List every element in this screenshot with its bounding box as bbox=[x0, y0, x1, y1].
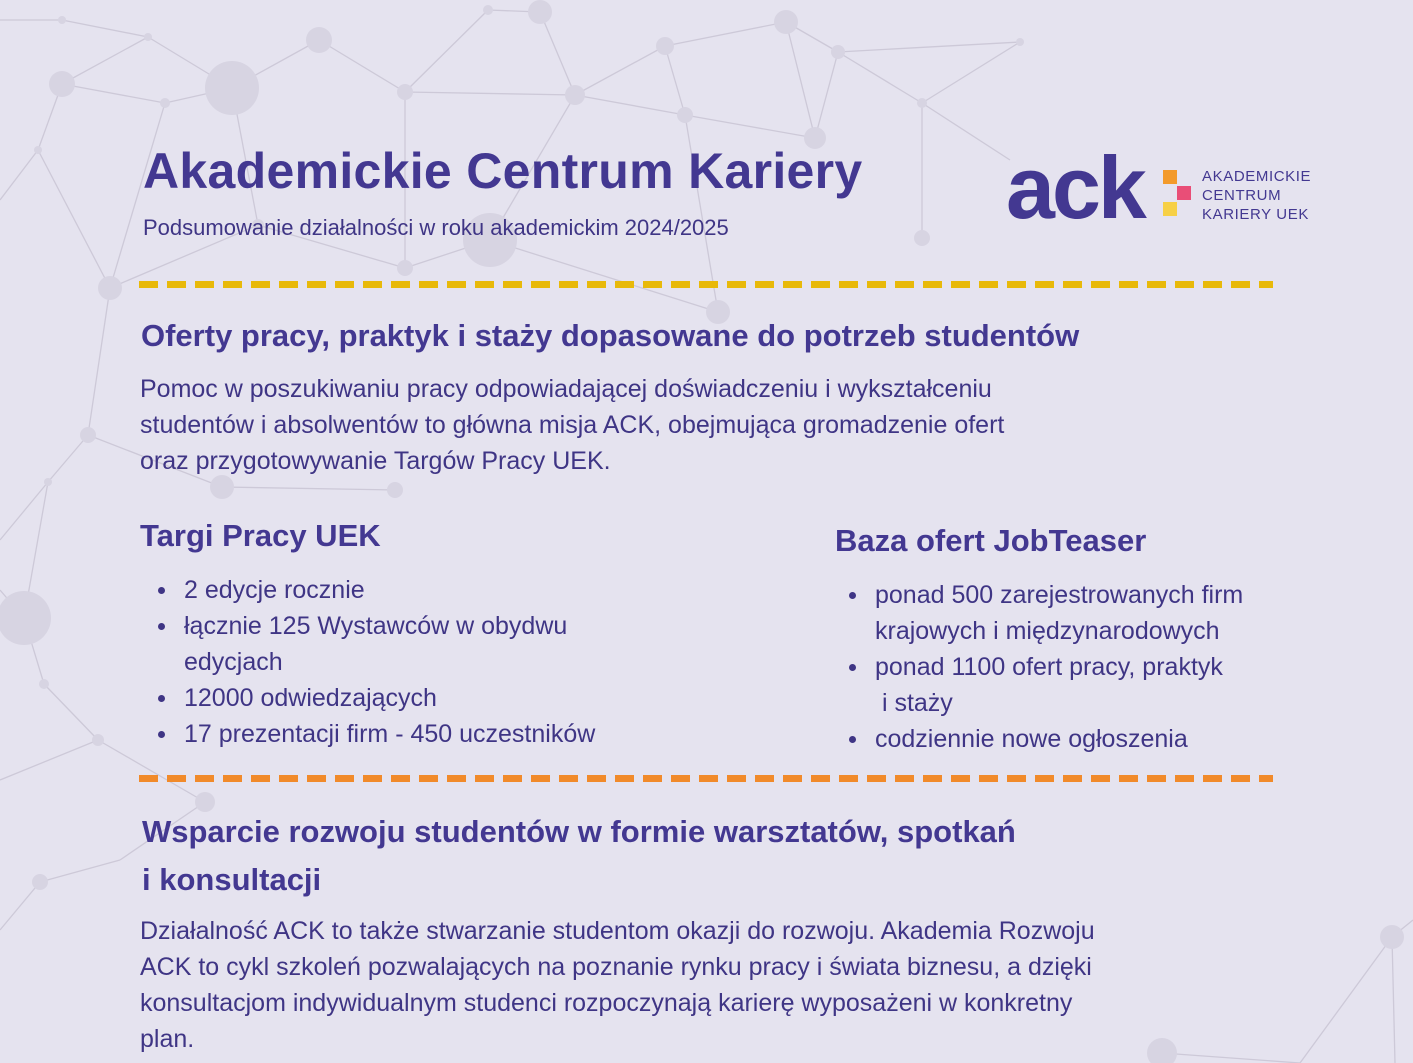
heading-line: Wsparcie rozwoju studentów w formie warsztatów, spotkań bbox=[142, 814, 1016, 849]
list-item-text: ponad 1100 ofert pracy, praktyk bbox=[875, 653, 1223, 681]
list-item-text: krajowych i międzynarodowych bbox=[875, 617, 1220, 645]
section1-paragraph bbox=[140, 371, 1340, 479]
heading-line: i konsultacji bbox=[142, 862, 322, 897]
section1-heading: Oferty pracy, praktyk i staży dopasowane do potrzeb studentów bbox=[141, 318, 1080, 353]
list-item-text: łącznie 125 Wystawców w obydwu bbox=[184, 612, 568, 640]
paragraph-line: konsultacjom indywidualnym studenci rozpoczynają karierę wyposażeni w konkretny bbox=[140, 989, 1073, 1017]
list-item bbox=[835, 577, 1355, 649]
targi-heading: Targi Pracy UEK bbox=[140, 518, 381, 553]
list-item-text: codziennie nowe ogłoszenia bbox=[875, 725, 1188, 753]
logo-line: CENTRUM bbox=[1202, 187, 1282, 204]
paragraph-line: Pomoc w poszukiwaniu pracy odpowiadającej doświadczeniu i wykształceniu bbox=[140, 375, 992, 403]
logo-text bbox=[1202, 167, 1311, 224]
logo-square-pink bbox=[1177, 186, 1191, 200]
logo-squares-icon bbox=[1160, 170, 1194, 220]
section2-heading bbox=[142, 808, 1016, 904]
list-item-text: 17 prezentacji firm - 450 uczestników bbox=[184, 720, 596, 748]
list-item bbox=[835, 649, 1355, 721]
list-item bbox=[140, 716, 760, 752]
list-item-text: i staży bbox=[875, 689, 953, 717]
paragraph-line: studentów i absolwentów to główna misja ACK, obejmująca gromadzenie ofert bbox=[140, 411, 1005, 439]
logo-square-yellow bbox=[1163, 202, 1177, 216]
logo-line: KARIERY UEK bbox=[1202, 206, 1309, 223]
list-item-text: 2 edycje rocznie bbox=[184, 576, 365, 604]
paragraph-line: ACK to cykl szkoleń pozwalających na poznanie rynku pracy i świata biznesu, a dzięki bbox=[140, 953, 1092, 981]
logo-line: AKADEMICKIE bbox=[1202, 168, 1312, 185]
paragraph-line: oraz przygotowywanie Targów Pracy UEK. bbox=[140, 447, 611, 475]
targi-list bbox=[140, 572, 760, 752]
page-title: Akademickie Centrum Kariery bbox=[143, 143, 863, 199]
jobteaser-list bbox=[835, 577, 1355, 757]
logo-wordmark: ack bbox=[1006, 138, 1144, 237]
jobteaser-heading: Baza ofert JobTeaser bbox=[835, 523, 1147, 558]
divider-yellow bbox=[139, 281, 1273, 288]
section2-paragraph bbox=[140, 913, 1380, 1057]
list-item-text: edycjach bbox=[184, 648, 283, 676]
list-item bbox=[140, 572, 760, 608]
list-item bbox=[835, 721, 1355, 757]
paragraph-line: Działalność ACK to także stwarzanie studentom okazji do rozwoju. Akademia Rozwoju bbox=[140, 917, 1095, 945]
logo-square-orange bbox=[1163, 170, 1177, 184]
list-item-text: ponad 500 zarejestrowanych firm bbox=[875, 581, 1244, 609]
list-item bbox=[140, 608, 760, 680]
list-item-text: 12000 odwiedzających bbox=[184, 684, 437, 712]
divider-orange bbox=[139, 775, 1273, 782]
ack-logo bbox=[1006, 138, 1326, 237]
page-subtitle: Podsumowanie działalności w roku akademickim 2024/2025 bbox=[143, 215, 729, 240]
list-item bbox=[140, 680, 760, 716]
paragraph-line: plan. bbox=[140, 1025, 195, 1053]
